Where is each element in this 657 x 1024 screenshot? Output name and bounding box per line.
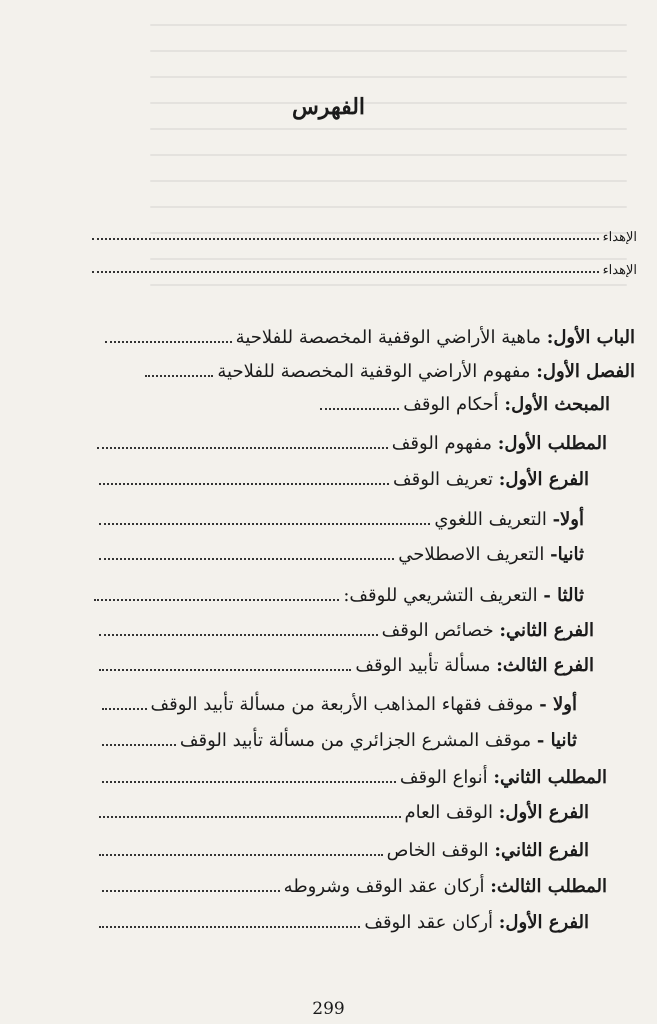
toc-entry-label: ثالثا - — [543, 585, 584, 606]
toc-entry — [320, 394, 610, 415]
toc-entry-text: الإهداء — [602, 263, 637, 278]
toc-entry-text: ماهية الأراضي الوقفية المخصصة للفلاحية — [235, 327, 541, 348]
dot-leader — [99, 669, 351, 671]
toc-entry-text: موقف المشرع الجزائري من مسألة تأبيد الوقف — [179, 730, 532, 751]
toc-entry-text: أركان عقد الوقف — [364, 912, 494, 933]
toc-entry-text: الوقف الخاص — [386, 840, 489, 861]
toc-entry — [102, 767, 607, 788]
dot-leader — [99, 483, 389, 485]
toc-entry-label: ثانيا - — [536, 730, 577, 751]
dot-leader — [92, 238, 599, 240]
toc-entry-label: المبحث الأول: — [504, 394, 610, 415]
toc-entry-label: الفرع الأول: — [498, 912, 589, 933]
dot-leader — [320, 408, 399, 410]
dot-leader — [99, 558, 394, 560]
toc-entry — [97, 433, 607, 454]
toc-entry-label: أولا- — [552, 509, 584, 530]
toc-entry-label: ثانيا- — [550, 544, 584, 565]
toc-entry-text: التعريف التشريعي للوقف: — [343, 585, 538, 606]
toc-entry — [99, 655, 594, 676]
toc-entry-text: أحكام الوقف — [403, 394, 499, 415]
toc-entry-label: الباب الأول: — [546, 327, 635, 348]
dot-leader — [99, 854, 383, 856]
toc-entry-label: الفصل الأول: — [536, 361, 635, 382]
toc-entry — [99, 544, 584, 565]
toc-entry-text: التعريف الاصطلاحي — [398, 544, 545, 565]
dot-leader — [94, 599, 339, 601]
toc-entry — [94, 585, 584, 606]
dot-leader — [99, 634, 378, 636]
toc-entry — [99, 912, 589, 933]
toc-entry-text: الوقف العام — [404, 802, 494, 823]
toc-entry — [99, 469, 589, 490]
toc-entry — [99, 802, 589, 823]
toc-entry-text: تعريف الوقف — [393, 469, 494, 490]
toc-entry-text: مسألة تأبيد الوقف — [355, 655, 491, 676]
toc-entry-label: الفرع الثالث: — [496, 655, 594, 676]
toc-entry — [99, 509, 584, 530]
dot-leader — [99, 523, 430, 525]
toc-entry-label: الفرع الثاني: — [494, 840, 589, 861]
page-number: 299 — [312, 999, 345, 1019]
dot-leader — [102, 708, 147, 710]
toc-entry — [105, 327, 635, 348]
toc-entry-text: الإهداء — [602, 230, 637, 245]
toc-entry-label: المطلب الأول: — [497, 433, 607, 454]
page-title: الفهرس — [291, 94, 366, 120]
toc-entry — [99, 620, 594, 641]
toc-entry-text: مفهوم الأراضي الوقفية المخصصة للفلاحية — [217, 361, 531, 382]
dot-leader — [105, 341, 232, 343]
dot-leader — [145, 375, 213, 377]
toc-entry-text: أركان عقد الوقف وشروطه — [283, 876, 485, 897]
toc-entry-text: موقف فقهاء المذاهب الأربعة من مسألة تأبيد الوقف — [150, 694, 534, 715]
dot-leader — [102, 781, 396, 783]
dot-leader — [99, 816, 401, 818]
toc-entry — [102, 730, 577, 751]
toc-entry — [99, 840, 589, 861]
toc-entry-label: أولا - — [539, 694, 577, 715]
toc-entry — [92, 230, 637, 245]
toc-entry-label: المطلب الثاني: — [493, 767, 607, 788]
dot-leader — [102, 744, 176, 746]
toc-entry — [102, 876, 607, 897]
dot-leader — [97, 447, 388, 449]
dot-leader — [92, 271, 599, 273]
toc-entry-text: خصائص الوقف — [381, 620, 494, 641]
dot-leader — [99, 926, 360, 928]
toc-entry-label: الفرع الثاني: — [499, 620, 594, 641]
toc-entry — [102, 694, 577, 715]
toc-entry-label: الفرع الأول: — [498, 469, 589, 490]
toc-entry-text: أنواع الوقف — [399, 767, 488, 788]
toc-entry — [92, 263, 637, 278]
toc-entry-label: الفرع الأول: — [498, 802, 589, 823]
toc-entry — [145, 361, 635, 382]
dot-leader — [102, 890, 280, 892]
toc-entry-label: المطلب الثالث: — [490, 876, 607, 897]
toc-entry-text: مفهوم الوقف — [391, 433, 493, 454]
toc-entry-text: التعريف اللغوي — [434, 509, 547, 530]
